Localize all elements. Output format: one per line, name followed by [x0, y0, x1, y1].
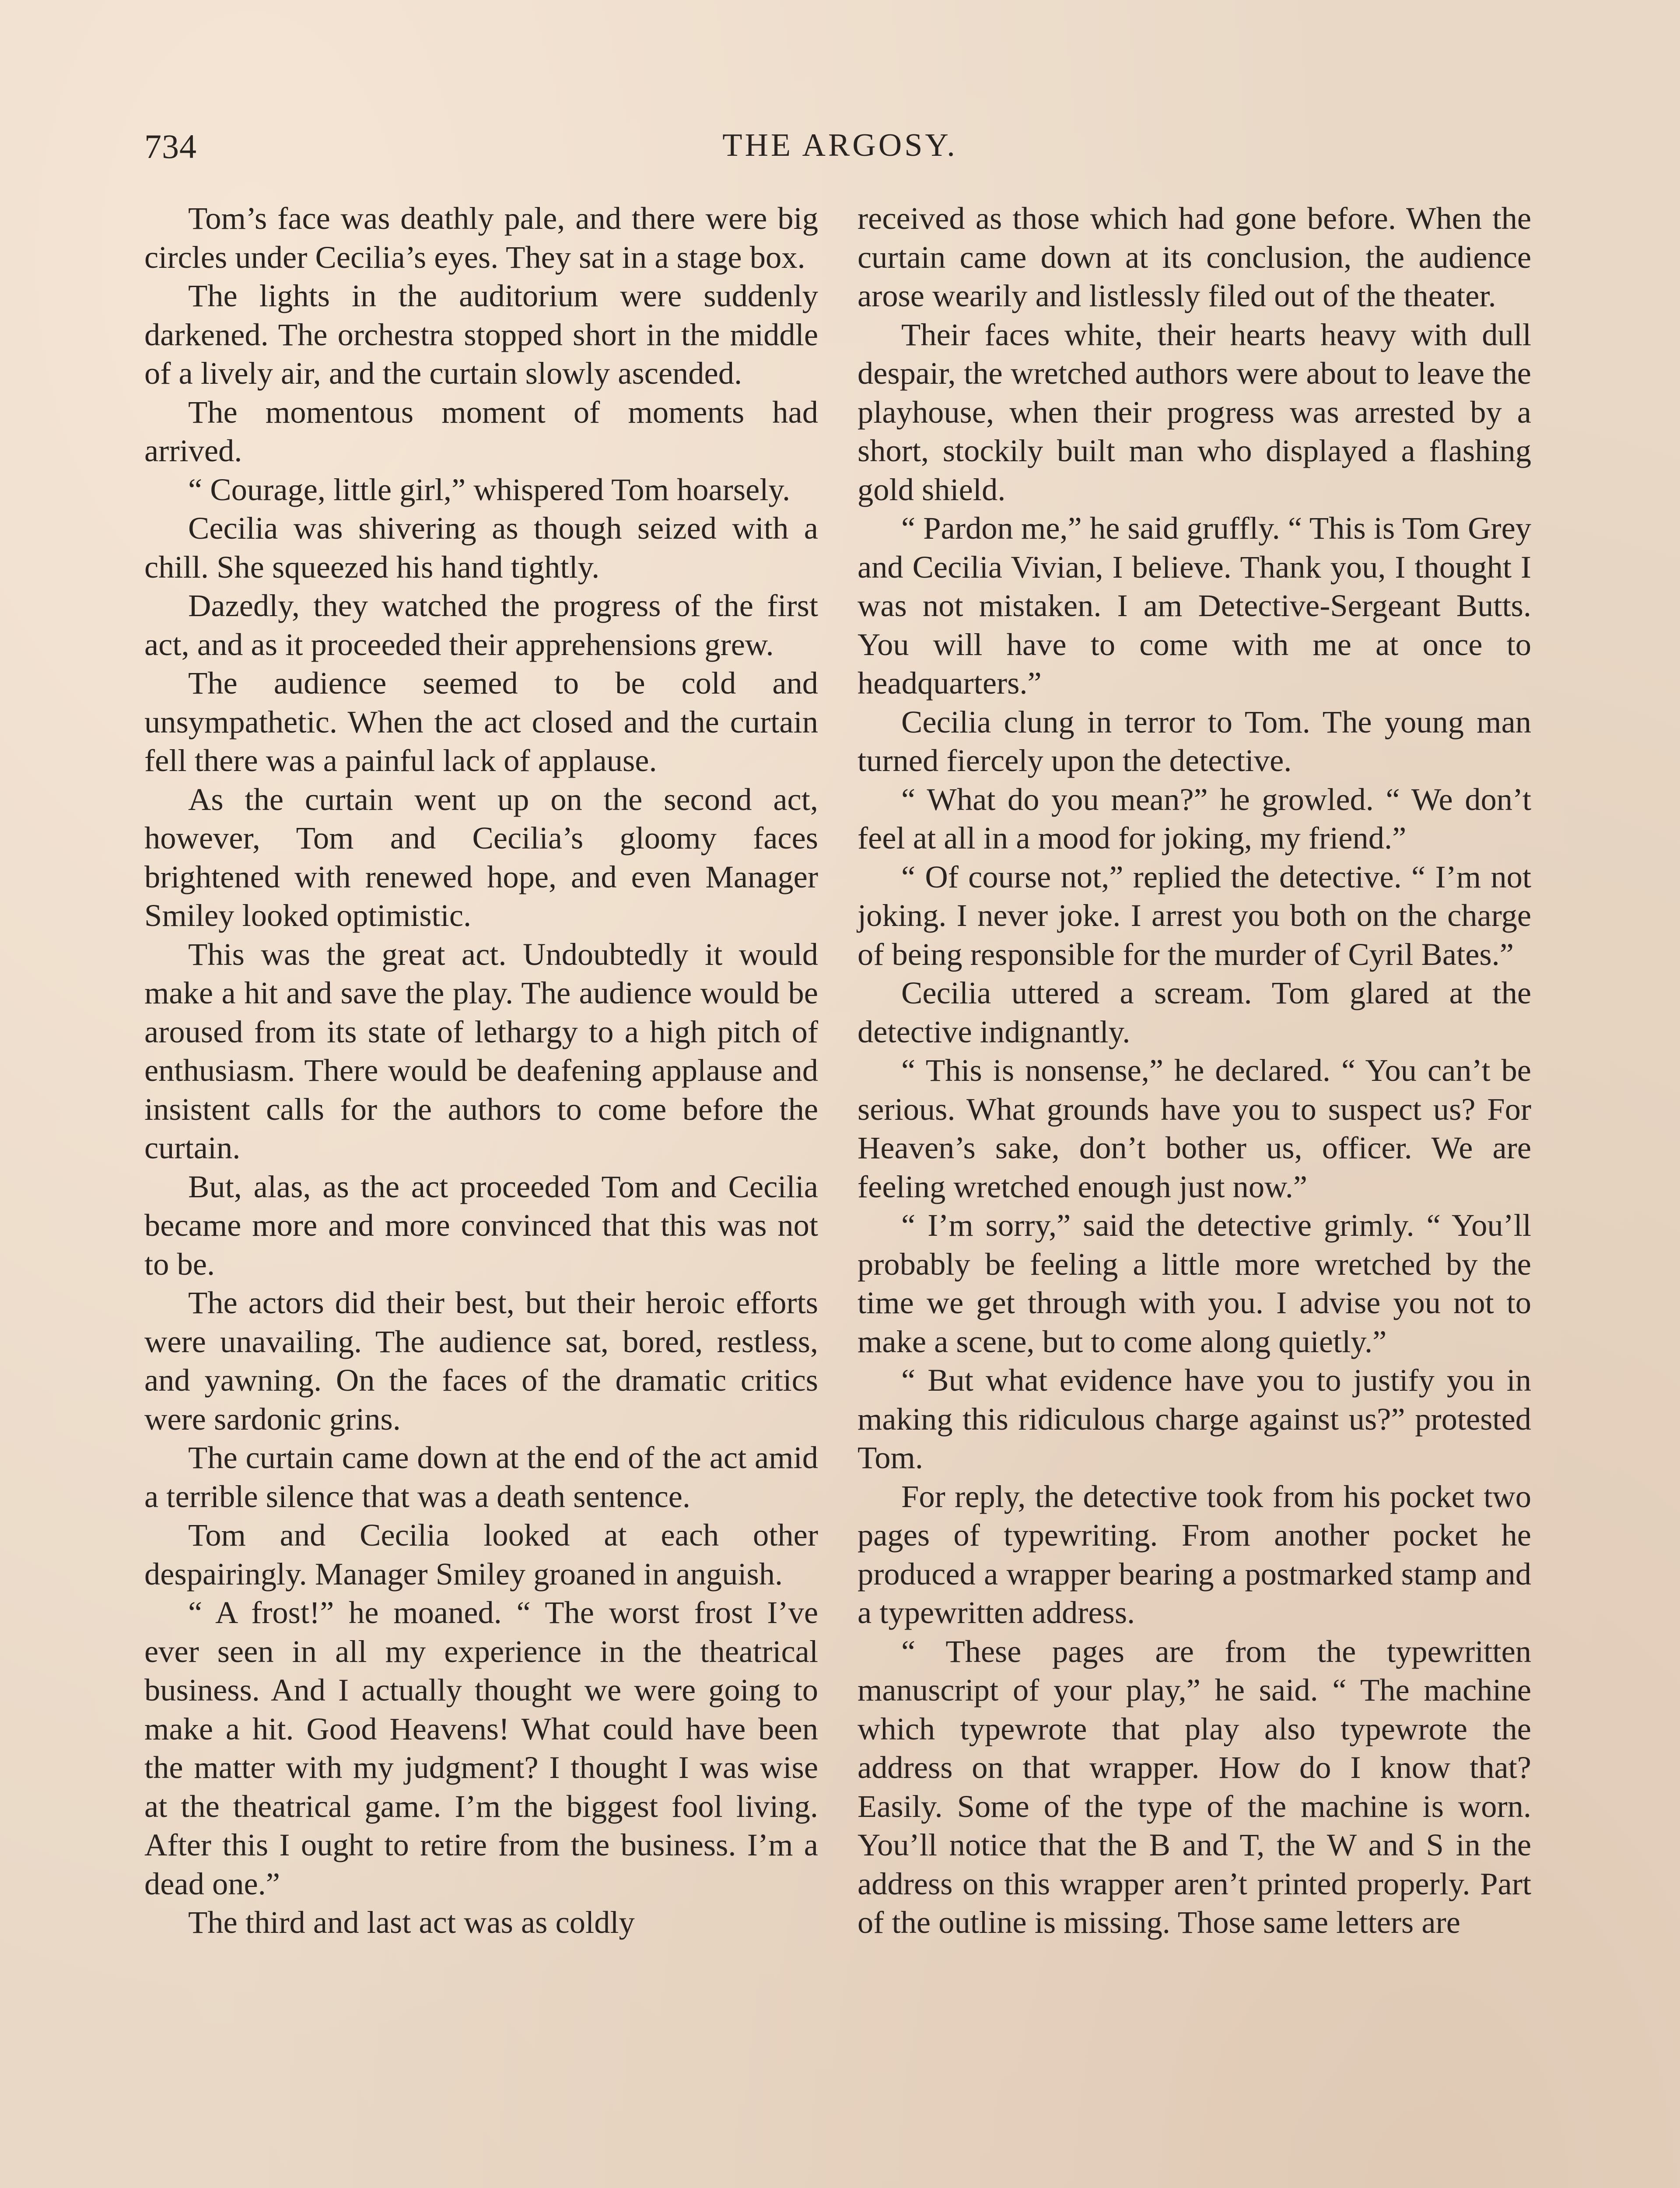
paragraph: Cecilia was shivering as though seized with a chill. She squeezed his hand tightly. [144, 510, 818, 585]
paragraph: “ What do you mean?” he growled. “ We don’t feel at all in a mood for joking, my friend.” [858, 781, 1531, 856]
paragraph: This was the great act. Undoubtedly it would make a hit and save the play. The audience would be aroused from its state of lethargy to a high pitch of enthusiasm. There would be deafening applause and insistent calls for the authors to come before the curtain. [144, 936, 818, 1165]
paragraph: “ Pardon me,” he said gruffly. “ This is Tom Grey and Cecilia Vivian, I believe. Thank you, I thought I was not mistaken. I am Detective-Sergeant Butts. You will have to come with me at once to headquarters.” [858, 510, 1531, 701]
paragraph: “ Of course not,” replied the detective. “ I’m not joking. I never joke. I arrest you both on the charge of being responsible for the murder of Cyril Bates.” [858, 859, 1531, 972]
paragraph: The third and last act was as coldly [188, 1904, 635, 1940]
paragraph: Tom’s face was deathly pale, and there were big circles under Cecilia’s eyes. They sat in a stage box. [144, 200, 818, 275]
paragraph: Cecilia clung in terror to Tom. The young man turned fiercely upon the detective. [858, 704, 1531, 778]
paragraph: “ This is nonsense,” he declared. “ You can’t be serious. What grounds have you to suspect us? For Heaven’s sake, don’t bother us, officer. We are feeling wretched enough just now.” [858, 1052, 1531, 1204]
right-column [858, 199, 1531, 1942]
paragraph: For reply, the detective took from his pocket two pages of typewriting. From another pocket he produced a wrapper bearing a postmarked stamp and a typewritten address. [858, 1478, 1531, 1630]
running-head: THE ARGOSY. [722, 127, 958, 163]
paragraph: The actors did their best, but their heroic efforts were unavailing. The audience sat, bored, restless, and yawning. On the faces of the dramatic critics were sardonic grins. [144, 1285, 818, 1437]
paragraph: Cecilia uttered a scream. Tom glared at the detective indignantly. [858, 975, 1531, 1049]
paragraph: The lights in the auditorium were suddenly darkened. The orchestra stopped short in the middle of a lively air, and the curtain slowly ascended. [144, 278, 818, 391]
paragraph: “ These pages are from the typewritten manuscript of your play,” he said. “ The machine which typewrote that play also typewrote the address on that wrapper. How do I know that? Easily. Some of the type of the machine is worn. You’ll notice that the B and T, the W and S in the address on this wrapper aren’t printed properly. Part of the outline is missing. Those same letters are [858, 1633, 1531, 1940]
paragraph: “ A frost!” he moaned. “ The worst frost I’ve ever seen in all my experience in the theatrical business. And I actually thought we were going to make a hit. Good Heavens! What could have been the matter with my judgment? I thought I was wise at the theatrical game. I’m the biggest fool living. After this I ought to retire from the business. I’m a dead one.” [144, 1595, 818, 1901]
page-number: 734 [144, 127, 197, 165]
page-header [144, 127, 1536, 175]
paragraph: “ But what evidence have you to justify you in making this ridiculous charge against us?” protested Tom. [858, 1362, 1531, 1475]
left-column [144, 199, 818, 1942]
paragraph-continuation: received as those which had gone before. When the curtain came down at its conclusion, the audience arose wearily and listlessly filed out of the theater. [858, 200, 1531, 313]
paragraph: As the curtain went up on the second act, however, Tom and Cecilia’s gloomy faces brightened with renewed hope, and even Manager Smiley looked optimistic. [144, 781, 818, 933]
paragraph: But, alas, as the act proceeded Tom and Cecilia became more and more convinced that this was not to be. [144, 1168, 818, 1282]
paragraph: The audience seemed to be cold and unsympathetic. When the act closed and the curtain fell there was a painful lack of applause. [144, 665, 818, 778]
paragraph: “ Courage, little girl,” whispered Tom hoarsely. [188, 471, 791, 507]
paragraph: “ I’m sorry,” said the detective grimly. “ You’ll probably be feeling a little more wretched by the time we get through with you. I advise you not to make a scene, but to come along quietly.” [858, 1207, 1531, 1359]
paragraph: Dazedly, they watched the progress of the first act, and as it proceeded their apprehensions grew. [144, 588, 818, 662]
paragraph: Their faces white, their hearts heavy with dull despair, the wretched authors were about to leave the playhouse, when their progress was arrested by a short, stockily built man who displayed a flashing gold shield. [858, 316, 1531, 507]
paragraph: The momentous moment of moments had arrived. [144, 394, 818, 468]
paragraph: The curtain came down at the end of the act amid a terrible silence that was a death sentence. [144, 1440, 818, 1514]
paragraph: Tom and Cecilia looked at each other despairingly. Manager Smiley groaned in anguish. [144, 1517, 818, 1592]
